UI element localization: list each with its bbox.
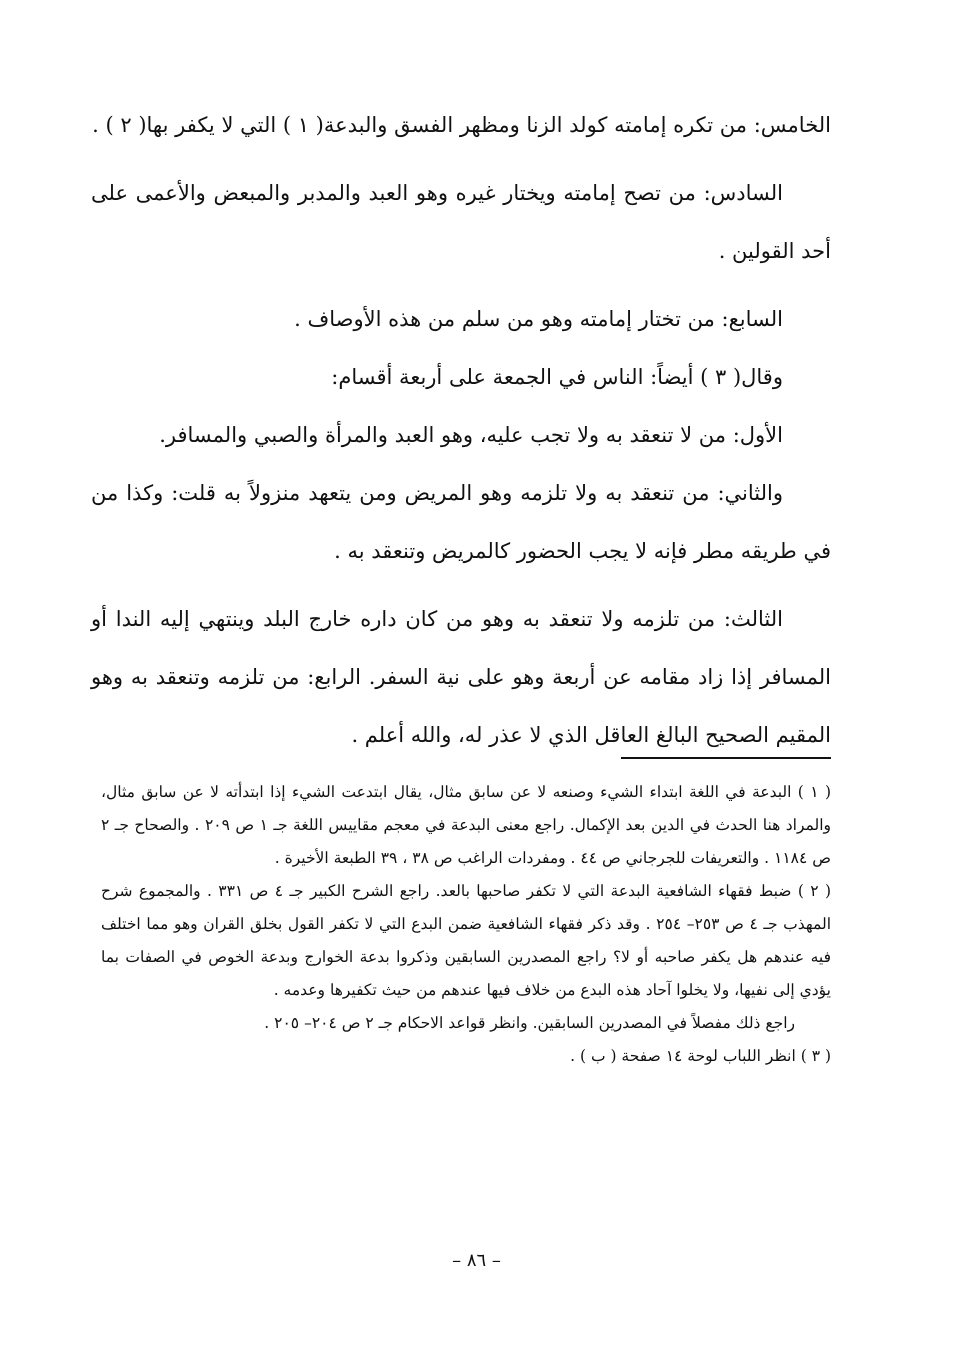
paragraph-seventh: السابع: من تختار إمامته وهو من سلم من هذه الأوصاف . xyxy=(294,307,783,331)
paragraph-first-category: الأول: من لا تنعقد به ولا تجب عليه، وهو العبد والمرأة والصبي والمسافر. xyxy=(159,423,783,447)
paragraph-friday-categories: وقال( ٣ ) أيضاً: الناس في الجمعة على أربعة أقسام: xyxy=(331,365,783,389)
footnote-2: ( ٢ ) ضبط فقهاء الشافعية البدعة التي لا تكفر صاحبها بالعد. راجع الشرح الكبير جـ ٤ ص ٣٣١ . والمجموع شرح المهذب جـ ٤ ص ٢٥٣– ٢٥٤ . وقد ذكر فقهاء الشافعية ضمن البدع التي لا تكفر القول بخلق القران وهو مما اختلف فيه عندهم هل يكفر صاحبه أو لا؟ راجع المصدرين السابقين وذكروا بدعة الخوارج وبدعة الخوص في الصفات بما يؤدي إلى نفيها، ولا يخلوا آحاد هذه البدع من خلاف فيها عندهم من حيث تكفيرها وعدمه . xyxy=(101,882,832,999)
paragraph-third-fourth-category: الثالث: من تلزمه ولا تنعقد به وهو من كان داره خارج البلد وينتهي إليه الندا أو المسافر إذا زاد مقامه عن أربعة وهو على نية السفر. الرابع: من تلزمه وتنعقد به وهو المقيم الصحيح البالغ العاقل الذي لا عذر له، والله أعلم . xyxy=(91,607,831,747)
footnotes xyxy=(101,776,831,1073)
paragraph-second-category: والثاني: من تنعقد به ولا تلزمه وهو المريض ومن يتعهد منزولاً به قلت: وكذا من في طريقه مطر فإنه لا يجب الحضور كالمريض وتنعقد به . xyxy=(91,481,831,563)
paragraph-sixth: السادس: من تصح إمامته ويختار غيره وهو العبد والمدبر والمبعض والأعمى على أحد القولين . xyxy=(91,181,831,263)
footnote-1: ( ١ ) البدعة في اللغة ابتداء الشيء وصنعه لا عن سابق مثال، يقال ابتدعت الشيء إذا ابتدأته لا عن سابق مثال، والمراد هنا الحدث في الدين بعد الإكمال. راجع معنى البدعة في معجم مقاييس اللغة جـ ١ ص ٢٠٩ . والصحاح جـ ٢ ص ١١٨٤ . والتعريفات للجرجاني ص ٤٤ . ومفردات الراغب ص ٣٨ ، ٣٩ الطبعة الأخيرة . xyxy=(101,783,832,867)
footnote-2-continued: راجع ذلك مفصلاً في المصدرين السابقين. وانظر قواعد الاحكام جـ ٢ ص ٢٠٤– ٢٠٥ . xyxy=(264,1014,795,1032)
main-text xyxy=(91,96,831,764)
footnote-3: ( ٣ ) انظر اللباب لوحة ١٤ صفحة ( ب ) . xyxy=(570,1047,831,1065)
paragraph-fifth: الخامس: من تكره إمامته كولد الزنا ومظهر الفسق والبدعة( ١ ) التي لا يكفر بها( ٢ ) . xyxy=(92,113,831,137)
footnote-separator xyxy=(621,757,831,759)
page-number: – ٨٦ – xyxy=(452,1250,501,1271)
